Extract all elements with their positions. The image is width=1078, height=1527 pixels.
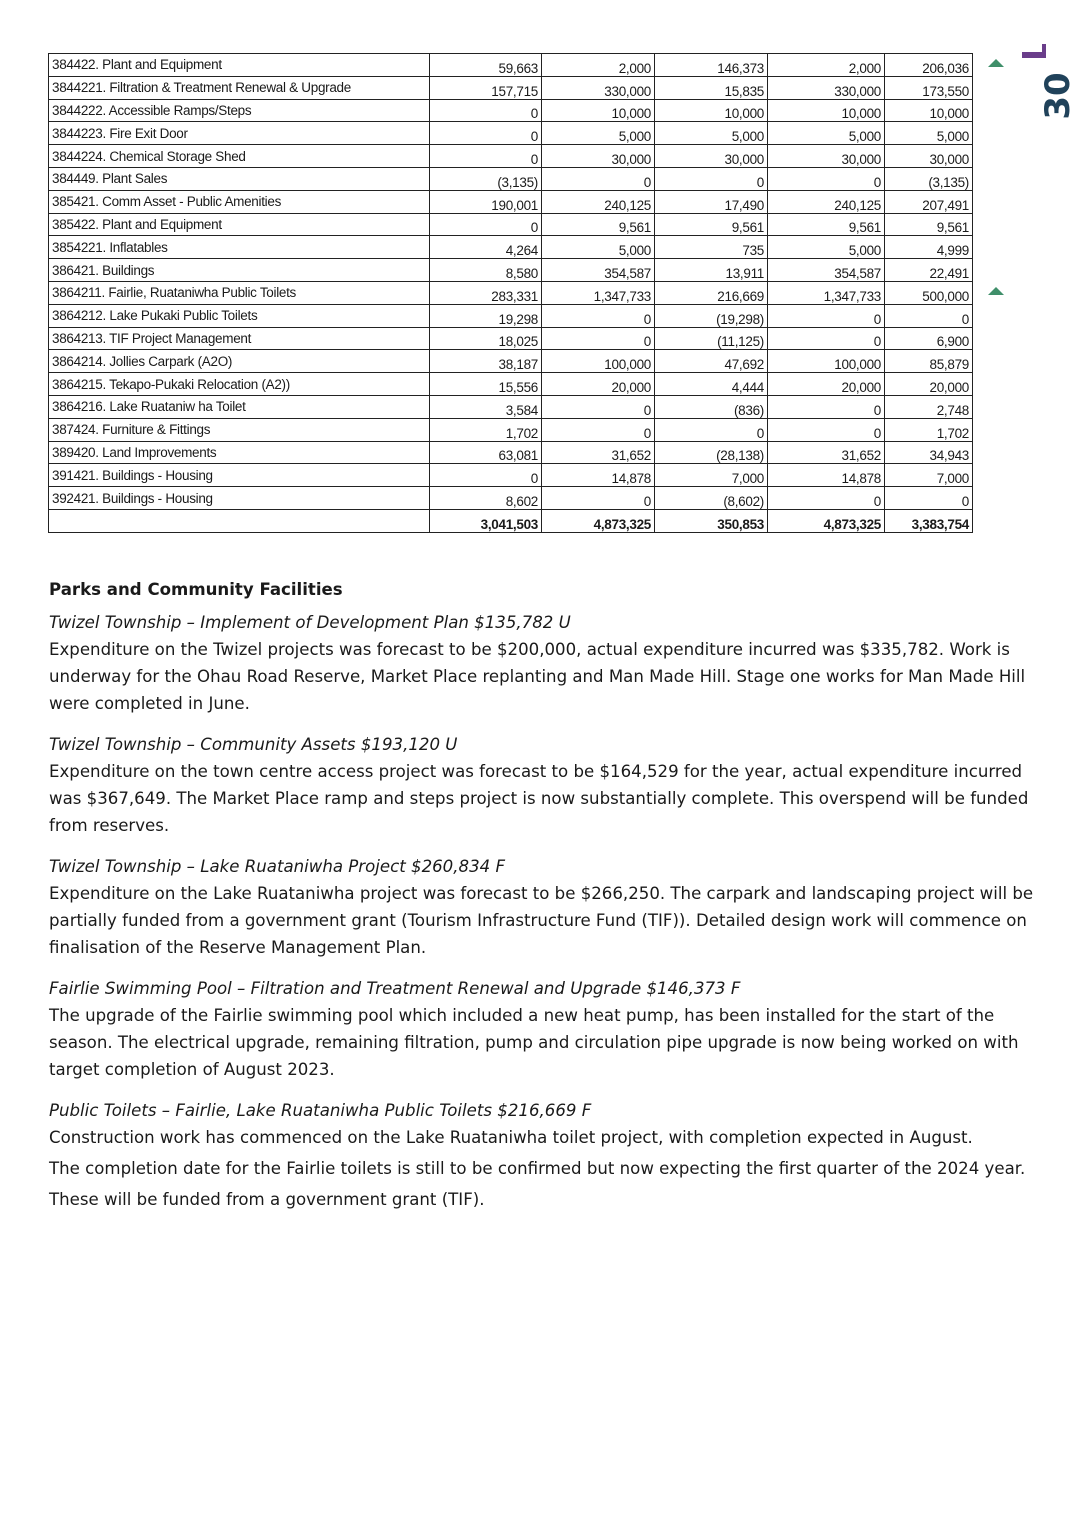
amount-cell: 1,347,733 <box>542 281 655 304</box>
amount-cell: 2,000 <box>768 54 885 77</box>
amount-cell: 30,000 <box>542 145 655 168</box>
amount-cell: 157,715 <box>430 76 542 99</box>
amount-cell: 354,587 <box>768 259 885 282</box>
section-heading: Parks and Community Facilities <box>49 580 343 599</box>
amount-cell: 9,561 <box>655 213 768 236</box>
amount-cell: 63,081 <box>430 441 542 464</box>
amount-cell: 31,652 <box>542 441 655 464</box>
amount-cell: (11,125) <box>655 327 768 350</box>
amount-cell: 1,702 <box>885 418 973 441</box>
amount-cell: 22,491 <box>885 259 973 282</box>
amount-cell: 59,663 <box>430 54 542 77</box>
table-total-row <box>49 509 973 532</box>
amount-cell: 0 <box>430 213 542 236</box>
amount-cell: 0 <box>542 395 655 418</box>
account-description: 387424. Furniture & Fittings <box>49 418 430 441</box>
amount-cell: 350,853 <box>655 509 768 532</box>
amount-cell: 15,556 <box>430 373 542 396</box>
account-description: 385421. Comm Asset - Public Amenities <box>49 190 430 213</box>
page-number-text: 30 <box>1038 72 1078 120</box>
amount-cell: 5,000 <box>768 122 885 145</box>
commentary-item <box>49 853 1034 961</box>
item-paragraph: The completion date for the Fairlie toilets is still to be confirmed but now expecting the first quarter of the 2024 year. <box>49 1159 1026 1178</box>
item-title: Twizel Township – Community Assets $193,120 U <box>49 735 458 754</box>
amount-cell: 14,878 <box>542 464 655 487</box>
amount-cell: (3,135) <box>885 167 973 190</box>
amount-cell: 0 <box>768 487 885 510</box>
amount-cell: 5,000 <box>542 236 655 259</box>
item-paragraph: Construction work has commenced on the Lake Ruataniwha toilet project, with completion expected in August. <box>49 1128 973 1147</box>
account-description: 3844222. Accessible Ramps/Steps <box>49 99 430 122</box>
amount-cell: 4,264 <box>430 236 542 259</box>
table-row <box>49 327 973 350</box>
amount-cell: 38,187 <box>430 350 542 373</box>
table-row <box>49 464 973 487</box>
amount-cell: 173,550 <box>885 76 973 99</box>
amount-cell: 216,669 <box>655 281 768 304</box>
amount-cell: 0 <box>430 464 542 487</box>
amount-cell: 354,587 <box>542 259 655 282</box>
account-description: 3864216. Lake Ruataniw ha Toilet <box>49 395 430 418</box>
amount-cell: 0 <box>768 418 885 441</box>
amount-cell: 8,580 <box>430 259 542 282</box>
amount-cell: 17,490 <box>655 190 768 213</box>
amount-cell: 13,911 <box>655 259 768 282</box>
account-description: 3844221. Filtration & Treatment Renewal & Upgrade <box>49 76 430 99</box>
amount-cell: 0 <box>542 167 655 190</box>
table-row <box>49 167 973 190</box>
amount-cell: 8,602 <box>430 487 542 510</box>
amount-cell: 0 <box>768 327 885 350</box>
account-description: 385422. Plant and Equipment <box>49 213 430 236</box>
amount-cell: 240,125 <box>542 190 655 213</box>
amount-cell: 0 <box>768 167 885 190</box>
amount-cell: 5,000 <box>542 122 655 145</box>
amount-cell: 6,900 <box>885 327 973 350</box>
item-paragraph: These will be funded from a government grant (TIF). <box>49 1190 485 1209</box>
amount-cell: 2,748 <box>885 395 973 418</box>
account-description: 389420. Land Improvements <box>49 441 430 464</box>
amount-cell: (8,602) <box>655 487 768 510</box>
amount-cell: 2,000 <box>542 54 655 77</box>
commentary-item <box>49 731 1034 839</box>
item-title: Public Toilets – Fairlie, Lake Ruataniwha Public Toilets $216,669 F <box>49 1101 592 1120</box>
amount-cell: 15,835 <box>655 76 768 99</box>
amount-cell: 190,001 <box>430 190 542 213</box>
amount-cell: 20,000 <box>542 373 655 396</box>
amount-cell: 5,000 <box>768 236 885 259</box>
commentary-item <box>49 1097 1034 1213</box>
amount-cell: 4,873,325 <box>542 509 655 532</box>
amount-cell: 5,000 <box>655 122 768 145</box>
amount-cell: 30,000 <box>655 145 768 168</box>
commentary-item <box>49 609 1034 717</box>
triangle-up-icon <box>988 287 1004 295</box>
amount-cell: 330,000 <box>768 76 885 99</box>
item-title: Twizel Township – Lake Ruataniwha Project $260,834 F <box>49 857 506 876</box>
amount-cell: 1,347,733 <box>768 281 885 304</box>
amount-cell: 0 <box>430 145 542 168</box>
table-row <box>49 350 973 373</box>
table-row <box>49 54 973 77</box>
amount-cell: 7,000 <box>885 464 973 487</box>
amount-cell: 0 <box>542 418 655 441</box>
amount-cell: 9,561 <box>885 213 973 236</box>
amount-cell: 0 <box>542 487 655 510</box>
account-description: 3864215. Tekapo-Pukaki Relocation (A2)) <box>49 373 430 396</box>
amount-cell: 3,041,503 <box>430 509 542 532</box>
page-corner-tick <box>1042 44 1046 58</box>
item-paragraph: The upgrade of the Fairlie swimming pool which included a new heat pump, has been installed for the start of the season. The electrical upgrade, remaining filtration, pump and circulation pipe upgrade is now being worked on with target completion of August 2023. <box>49 1006 1019 1079</box>
amount-cell: 20,000 <box>885 373 973 396</box>
capital-expenditure-table <box>48 53 973 533</box>
amount-cell: 85,879 <box>885 350 973 373</box>
amount-cell: 14,878 <box>768 464 885 487</box>
amount-cell: 4,873,325 <box>768 509 885 532</box>
amount-cell: 330,000 <box>542 76 655 99</box>
triangle-up-icon <box>988 59 1004 67</box>
amount-cell: 207,491 <box>885 190 973 213</box>
amount-cell: (28,138) <box>655 441 768 464</box>
amount-cell: 10,000 <box>655 99 768 122</box>
amount-cell: 4,444 <box>655 373 768 396</box>
report-commentary <box>49 576 1034 1227</box>
amount-cell: 10,000 <box>885 99 973 122</box>
amount-cell: 30,000 <box>885 145 973 168</box>
amount-cell: 34,943 <box>885 441 973 464</box>
table-row <box>49 395 973 418</box>
item-paragraph: Expenditure on the town centre access project was forecast to be $164,529 for the year, actual expenditure incurred was $367,649. The Market Place ramp and steps project is now substantially complete. This overspend will be funded from reserves. <box>49 762 1029 835</box>
table-row <box>49 441 973 464</box>
table-row <box>49 213 973 236</box>
item-title: Twizel Township – Implement of Development Plan $135,782 U <box>49 613 571 632</box>
amount-cell: (836) <box>655 395 768 418</box>
amount-cell: 10,000 <box>768 99 885 122</box>
amount-cell: 206,036 <box>885 54 973 77</box>
amount-cell: 283,331 <box>430 281 542 304</box>
amount-cell: 240,125 <box>768 190 885 213</box>
item-paragraph: Expenditure on the Lake Ruataniwha project was forecast to be $266,250. The carpark and landscaping project will be partially funded from a government grant (Tourism Infrastructure Fund (TIF)). Detailed design work will commence on finalisation of the Reserve Management Plan. <box>49 884 1034 957</box>
table-row <box>49 145 973 168</box>
amount-cell: 100,000 <box>542 350 655 373</box>
amount-cell: 3,383,754 <box>885 509 973 532</box>
amount-cell: (3,135) <box>430 167 542 190</box>
account-description: 3854221. Inflatables <box>49 236 430 259</box>
table-row <box>49 99 973 122</box>
amount-cell: 0 <box>542 327 655 350</box>
amount-cell: 0 <box>655 418 768 441</box>
account-description: 3864214. Jollies Carpark (A2O) <box>49 350 430 373</box>
item-paragraph: Expenditure on the Twizel projects was forecast to be $200,000, actual expenditure incurred was $335,782. Work is underway for the Ohau Road Reserve, Market Place replanting and Man Made Hill. Stage one works for Man Made Hill were completed in June. <box>49 640 1026 713</box>
table-row <box>49 236 973 259</box>
account-description: 392421. Buildings - Housing <box>49 487 430 510</box>
amount-cell: 7,000 <box>655 464 768 487</box>
account-description: 384422. Plant and Equipment <box>49 54 430 77</box>
item-title: Fairlie Swimming Pool – Filtration and Treatment Renewal and Upgrade $146,373 F <box>49 979 741 998</box>
table-row <box>49 304 973 327</box>
account-description: 384449. Plant Sales <box>49 167 430 190</box>
account-description: 386421. Buildings <box>49 259 430 282</box>
table-row <box>49 487 973 510</box>
amount-cell: 1,702 <box>430 418 542 441</box>
amount-cell: 20,000 <box>768 373 885 396</box>
amount-cell: 30,000 <box>768 145 885 168</box>
amount-cell: 9,561 <box>542 213 655 236</box>
commentary-item <box>49 975 1034 1083</box>
table-row <box>49 418 973 441</box>
page-number <box>1034 64 1078 124</box>
account-description <box>49 509 430 532</box>
amount-cell: 9,561 <box>768 213 885 236</box>
amount-cell: 3,584 <box>430 395 542 418</box>
amount-cell: 0 <box>430 99 542 122</box>
table-row <box>49 122 973 145</box>
account-description: 3864211. Fairlie, Ruataniwha Public Toilets <box>49 281 430 304</box>
table-row <box>49 373 973 396</box>
account-description: 3864213. TIF Project Management <box>49 327 430 350</box>
table-row <box>49 76 973 99</box>
amount-cell: 19,298 <box>430 304 542 327</box>
amount-cell: 10,000 <box>542 99 655 122</box>
amount-cell: 0 <box>430 122 542 145</box>
amount-cell: 0 <box>885 487 973 510</box>
account-description: 3844223. Fire Exit Door <box>49 122 430 145</box>
amount-cell: 735 <box>655 236 768 259</box>
amount-cell: (19,298) <box>655 304 768 327</box>
amount-cell: 100,000 <box>768 350 885 373</box>
table-row <box>49 259 973 282</box>
amount-cell: 0 <box>885 304 973 327</box>
amount-cell: 0 <box>655 167 768 190</box>
account-description: 3844224. Chemical Storage Shed <box>49 145 430 168</box>
amount-cell: 18,025 <box>430 327 542 350</box>
amount-cell: 4,999 <box>885 236 973 259</box>
amount-cell: 0 <box>768 304 885 327</box>
amount-cell: 500,000 <box>885 281 973 304</box>
account-description: 391421. Buildings - Housing <box>49 464 430 487</box>
amount-cell: 0 <box>542 304 655 327</box>
account-description: 3864212. Lake Pukaki Public Toilets <box>49 304 430 327</box>
amount-cell: 5,000 <box>885 122 973 145</box>
table-row <box>49 281 973 304</box>
amount-cell: 0 <box>768 395 885 418</box>
amount-cell: 47,692 <box>655 350 768 373</box>
amount-cell: 146,373 <box>655 54 768 77</box>
amount-cell: 31,652 <box>768 441 885 464</box>
table-row <box>49 190 973 213</box>
